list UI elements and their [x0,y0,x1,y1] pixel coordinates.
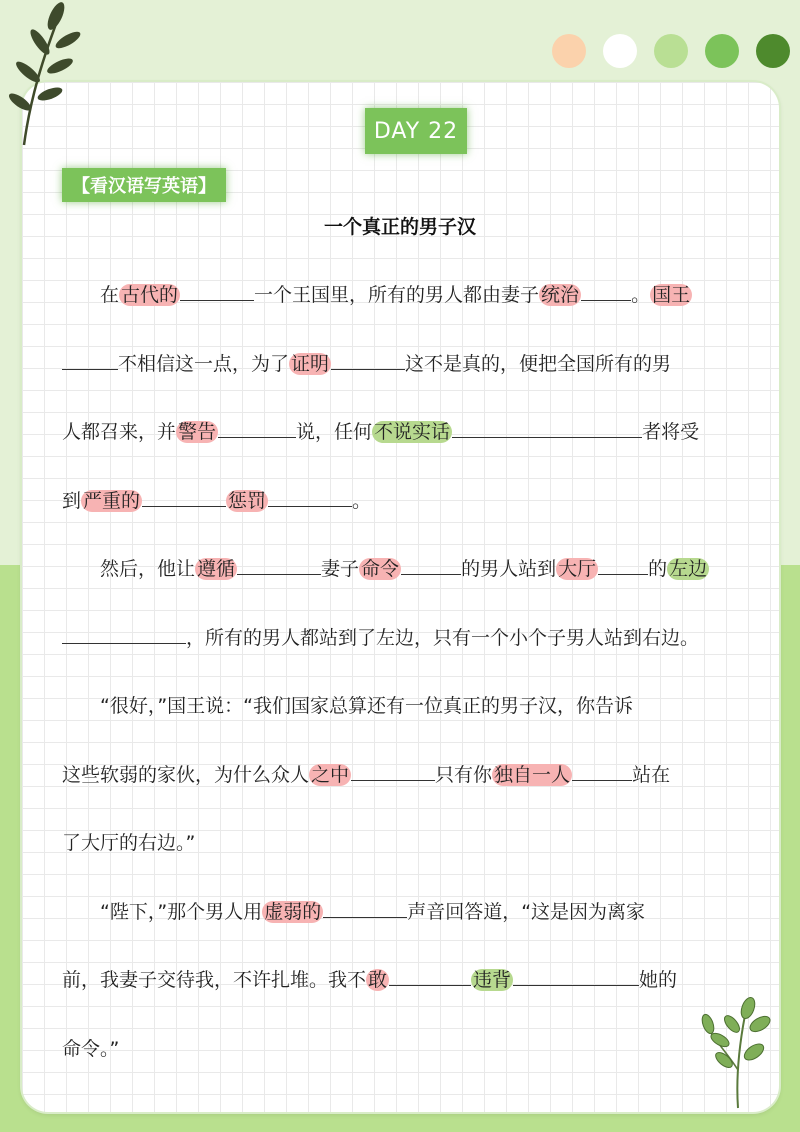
answer-blank[interactable] [218,417,296,438]
highlight-word: 遵循 [197,558,236,580]
answer-blank[interactable] [142,486,226,507]
passage-line [62,417,752,447]
answer-blank[interactable] [598,554,648,575]
highlight-phrase: 左边 [669,558,708,580]
dot-dark-green [756,34,790,68]
highlight-word: 证明 [291,352,330,375]
passage-text: 到 [62,489,82,512]
dot-green [705,34,739,68]
passage-text: 站在 [632,763,671,786]
passage-line [62,691,752,721]
answer-blank[interactable] [331,349,405,370]
passage-text: 声音回答道，“这是因为离家 [407,900,646,923]
passage-line [62,554,752,584]
highlight-word: 之中 [311,763,350,786]
passage-text: 的男人站到 [461,558,557,580]
answer-blank[interactable] [323,897,407,918]
passage-text: 在 [62,284,120,306]
passage-text: 。 [352,489,372,512]
passage-line [62,760,752,790]
highlight-word: 敢 [368,969,388,991]
passage-line [62,1034,752,1064]
passage-text: “陛下，”那个男人用 [62,900,263,923]
passage-text: 这不是真的，便把全国所有的男 [405,352,672,375]
passage-text: 她的 [639,969,678,991]
passage-text: 人都召来，并 [62,421,177,443]
highlight-word: 虚弱的 [264,900,322,923]
passage-text: 命令。” [62,1037,120,1060]
passage-line [62,828,752,858]
leaf-sprig-icon [694,990,778,1110]
highlight-word: 国王 [652,284,691,306]
passage-line [62,349,752,379]
answer-blank[interactable] [180,280,254,301]
passage-text: 说，任何 [296,421,373,443]
dot-white [603,34,637,68]
passage-text: 的 [648,558,668,580]
highlight-word: 警告 [178,421,217,443]
highlight-phrase: 违背 [473,969,512,991]
dot-light-green [654,34,688,68]
passage-text: ，所有的男人都站到了左边，只有一个小个子男人站到右边。 [186,626,700,649]
passage-text: 一个王国里，所有的男人都由妻子 [254,284,540,306]
page-title: 一个真正的男子汉 [323,216,476,238]
passage-text: 只有你 [435,763,493,786]
answer-blank[interactable] [581,280,631,301]
passage-text: 。 [631,284,651,306]
answer-blank[interactable] [237,554,321,575]
answer-blank[interactable] [452,417,642,438]
section-label: 【看汉语写英语】 [62,168,226,202]
passage-line [62,965,752,995]
highlight-word: 独自一人 [494,763,571,786]
passage-text: 前，我妻子交待我，不许扎堆。我不 [62,969,367,991]
passage-text: 不相信这一点，为了 [118,352,290,375]
highlight-word: 命令 [361,558,400,580]
highlight-word: 古代的 [121,284,179,306]
highlight-word: 统治 [541,284,580,306]
passage-line [62,486,752,516]
passage-text: “很好，”国王说：“我们国家总算还有一位真正的男子汉，你告诉 [62,695,634,717]
passage-text: 了大厅的右边。” [62,832,196,854]
highlight-word: 惩罚 [228,489,267,512]
passage-line [62,623,752,653]
passage-text: 然后，他让 [62,558,196,580]
answer-blank[interactable] [389,965,471,986]
passage-text: 这些软弱的家伙，为什么众人 [62,763,310,786]
color-dots [552,34,790,68]
dot-peach [552,34,586,68]
answer-blank[interactable] [62,623,186,644]
answer-blank[interactable] [268,486,352,507]
answer-blank[interactable] [351,760,435,781]
answer-blank[interactable] [572,760,632,781]
day-badge: DAY 22 [365,108,467,154]
answer-blank[interactable] [513,965,639,986]
leaf-branch-icon [4,0,84,150]
passage-line [62,280,752,310]
passage-text: 者将受 [642,421,700,443]
answer-blank[interactable] [62,349,118,370]
answer-blank[interactable] [401,554,461,575]
passage-text: 妻子 [321,558,360,580]
highlight-word: 大厅 [558,558,597,580]
passage-line [62,897,752,927]
highlight-phrase: 不说实话 [374,421,451,443]
highlight-word: 严重的 [83,489,141,512]
